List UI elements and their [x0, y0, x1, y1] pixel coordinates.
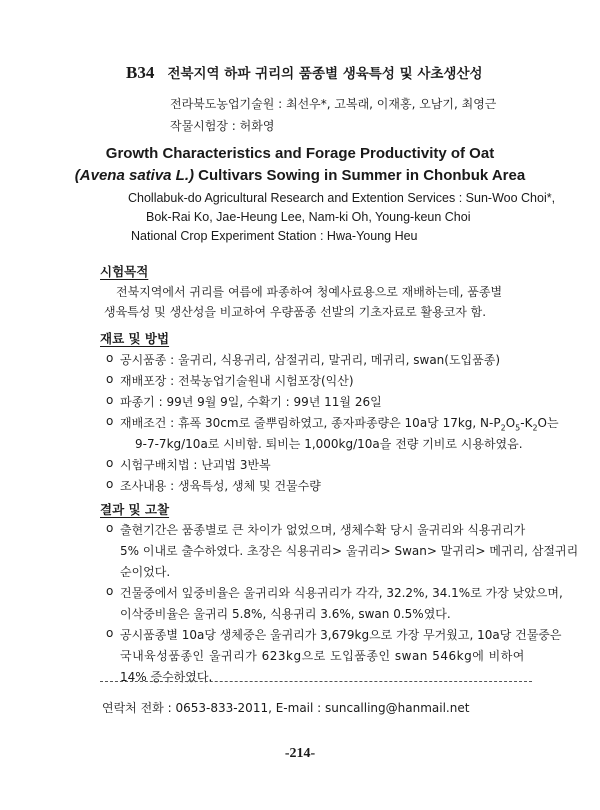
page-number: -214-: [284, 746, 316, 761]
results-item-1: 출현기간은 품종별로 큰 차이가 없었으며, 생체수확 당시 울귀리와 식용귀리가: [120, 523, 526, 537]
results-item-2-cont: 이삭중비율은 울귀리 5.8%, 식용귀리 3.6%, swan 0.5%였다.: [120, 607, 451, 621]
results-item-2: 건물중에서 잎중비율은 울귀리와 식용귀리가 각각, 32.2%, 34.1%로 가장 낮았으며,: [120, 586, 563, 600]
bullet-marker: o: [106, 521, 114, 535]
english-title-line2-rest: Cultivars Sowing in Summer in Chonbuk Area: [194, 167, 526, 184]
bullet-marker: o: [106, 456, 114, 470]
methods-item-2: 재배포장 : 전북농업기술원내 시험포장(익산): [120, 374, 354, 388]
bullet-marker: o: [106, 626, 114, 640]
species-name: (Avena sativa L.): [74, 167, 195, 184]
results-item-3-cont1: 국내육성품종인 울귀리가 623kg으로 도입품종인 swan 546kg에 비하여: [120, 649, 525, 663]
abstract-header: [126, 62, 483, 83]
english-title-line2: [0, 167, 600, 184]
english-authors-line1: Chollabuk-do Agricultural Research and Extention Services : Sun-Woo Choi*,: [128, 191, 556, 205]
results-item-3: 공시품종별 10a당 생체중은 울귀리가 3,679kg으로 가장 무거웠고, 10a당 건물중은: [120, 628, 562, 642]
korean-affiliation-1: 전라북도농업기술원 : 최선우*, 고복래, 이재홍, 오남기, 최영근: [170, 97, 497, 111]
footer-divider: [100, 681, 532, 682]
methods-item-5: 시험구배치법 : 난괴법 3반복: [120, 458, 271, 472]
section-heading-purpose: 시험목적: [100, 264, 149, 279]
contact-info: 연락처 전화 : 0653-833-2011, E-mail : suncalling@hanmail.net: [102, 701, 470, 715]
bullet-marker: o: [106, 584, 114, 598]
bullet-marker: o: [106, 393, 114, 407]
bullet-marker: o: [106, 372, 114, 386]
section-heading-results: 결과 및 고찰: [100, 502, 170, 517]
section-heading-methods: 재료 및 방법: [100, 331, 170, 346]
results-item-1-cont1: 5% 이내로 출수하였다. 초장은 식용귀리> 울귀리> Swan> 말귀리> 메귀리, 삼절귀리: [120, 544, 579, 558]
purpose-line2: 생육특성 및 생산성을 비교하여 우량품종 선발의 기초자료로 활용코자 함.: [104, 305, 487, 319]
methods-item-6: 조사내용 : 생육특성, 생체 및 건물수량: [120, 479, 321, 493]
english-authors-line3: National Crop Experiment Station : Hwa-Young Heu: [131, 229, 418, 243]
methods-item-4: 재배조건 : 휴폭 30cm로 줄뿌림하였고, 종자파종량은 10a당 17kg, $N-P_2O_5-K_2O$는: [120, 416, 559, 433]
korean-title: 전북지역 하파 귀리의 품종별 생육특성 및 사초생산성: [167, 66, 483, 82]
english-title-line1: Growth Characteristics and Forage Productivity of Oat: [105, 145, 495, 162]
bullet-marker: o: [106, 414, 114, 428]
abstract-code: B34: [126, 63, 155, 82]
results-item-1-cont2: 순이었다.: [120, 565, 171, 579]
bullet-marker: o: [106, 477, 114, 491]
methods-item-3: 파종기 : 99년 9월 9일, 수확기 : 99년 11월 26일: [120, 395, 382, 409]
results-item-3-cont2: 14% 증수하였다.: [120, 670, 213, 684]
methods-item-4-cont: 9-7-7kg/10a로 시비함. 퇴비는 1,000kg/10a을 전량 기비로 시용하였음.: [135, 437, 523, 451]
methods-item-1: 공시품종 : 울귀리, 식용귀리, 삼절귀리, 말귀리, 메귀리, swan(도입품종): [120, 353, 501, 367]
english-authors-line2: Bok-Rai Ko, Jae-Heung Lee, Nam-ki Oh, Young-keun Choi: [146, 210, 471, 224]
bullet-marker: o: [106, 351, 114, 365]
korean-affiliation-2: 작물시험장 : 허화영: [170, 119, 275, 133]
purpose-line1: 전북지역에서 귀리를 여름에 파종하여 청예사료용으로 재배하는데, 품종별: [116, 285, 503, 299]
